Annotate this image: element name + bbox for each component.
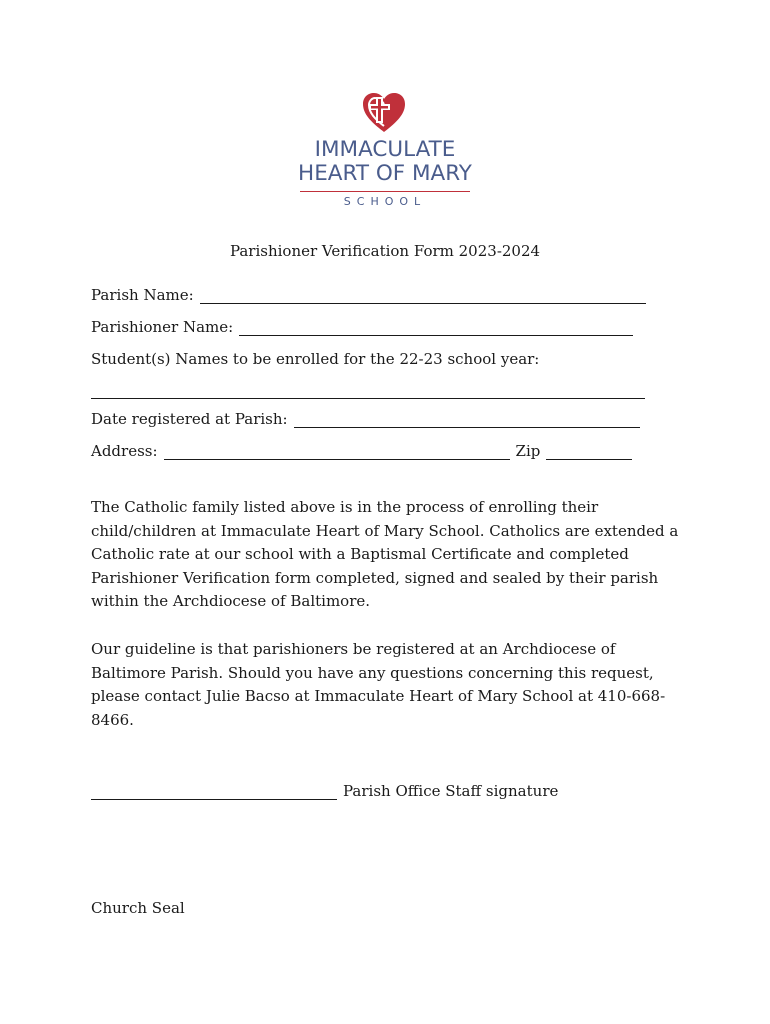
- school-logo: [270, 90, 500, 215]
- students-label: Student(s) Names to be enrolled for the 22-23 school year:: [91, 350, 540, 368]
- students-names-field[interactable]: [91, 384, 645, 399]
- logo-line-2: HEART OF MARY: [298, 161, 472, 186]
- parish-name-field[interactable]: [200, 289, 646, 304]
- zip-label: Zip: [515, 442, 541, 460]
- form-title: Parishioner Verification Form 2023-2024: [229, 242, 541, 260]
- parishioner-name-row: [91, 318, 633, 336]
- church-seal-label: Church Seal: [91, 899, 185, 917]
- date-registered-row: [91, 410, 640, 428]
- students-row: [91, 350, 539, 368]
- logo-line-1: IMMACULATE: [314, 137, 456, 162]
- zip-field[interactable]: [546, 445, 632, 460]
- signature-field[interactable]: [91, 785, 337, 800]
- parishioner-name-label: Parishioner Name:: [91, 318, 234, 336]
- logo-divider: [300, 191, 470, 192]
- parish-name-label: Parish Name:: [91, 286, 194, 304]
- enrollment-paragraph: The Catholic family listed above is in the process of enrolling their child/children at Immaculate Heart of Mary School. Catholics are extended a Catholic rate at our school with a Baptismal Certificate and completed Parishioner Verification form completed, signed and sealed by their parish within the Archdiocese of Baltimore.: [91, 498, 679, 611]
- signature-row: [91, 782, 558, 800]
- address-row: [91, 442, 632, 460]
- guideline-paragraph: Our guideline is that parishioners be registered at an Archdiocese of Baltimore Parish. Should you have any questions concerning this request, please contact Julie Bacso at Immaculate Heart of Mary School at 410-668-8466.: [91, 640, 666, 729]
- logo-line-3: SCHOOL: [343, 195, 427, 208]
- address-label: Address:: [91, 442, 158, 460]
- address-field[interactable]: [164, 445, 510, 460]
- date-registered-field[interactable]: [294, 413, 640, 428]
- parishioner-name-field[interactable]: [239, 321, 633, 336]
- heart-cross-icon: [361, 92, 407, 134]
- signature-label: Parish Office Staff signature: [343, 782, 559, 800]
- date-registered-label: Date registered at Parish:: [91, 410, 288, 428]
- parish-name-row: [91, 286, 646, 304]
- students-blank-row: [91, 384, 645, 399]
